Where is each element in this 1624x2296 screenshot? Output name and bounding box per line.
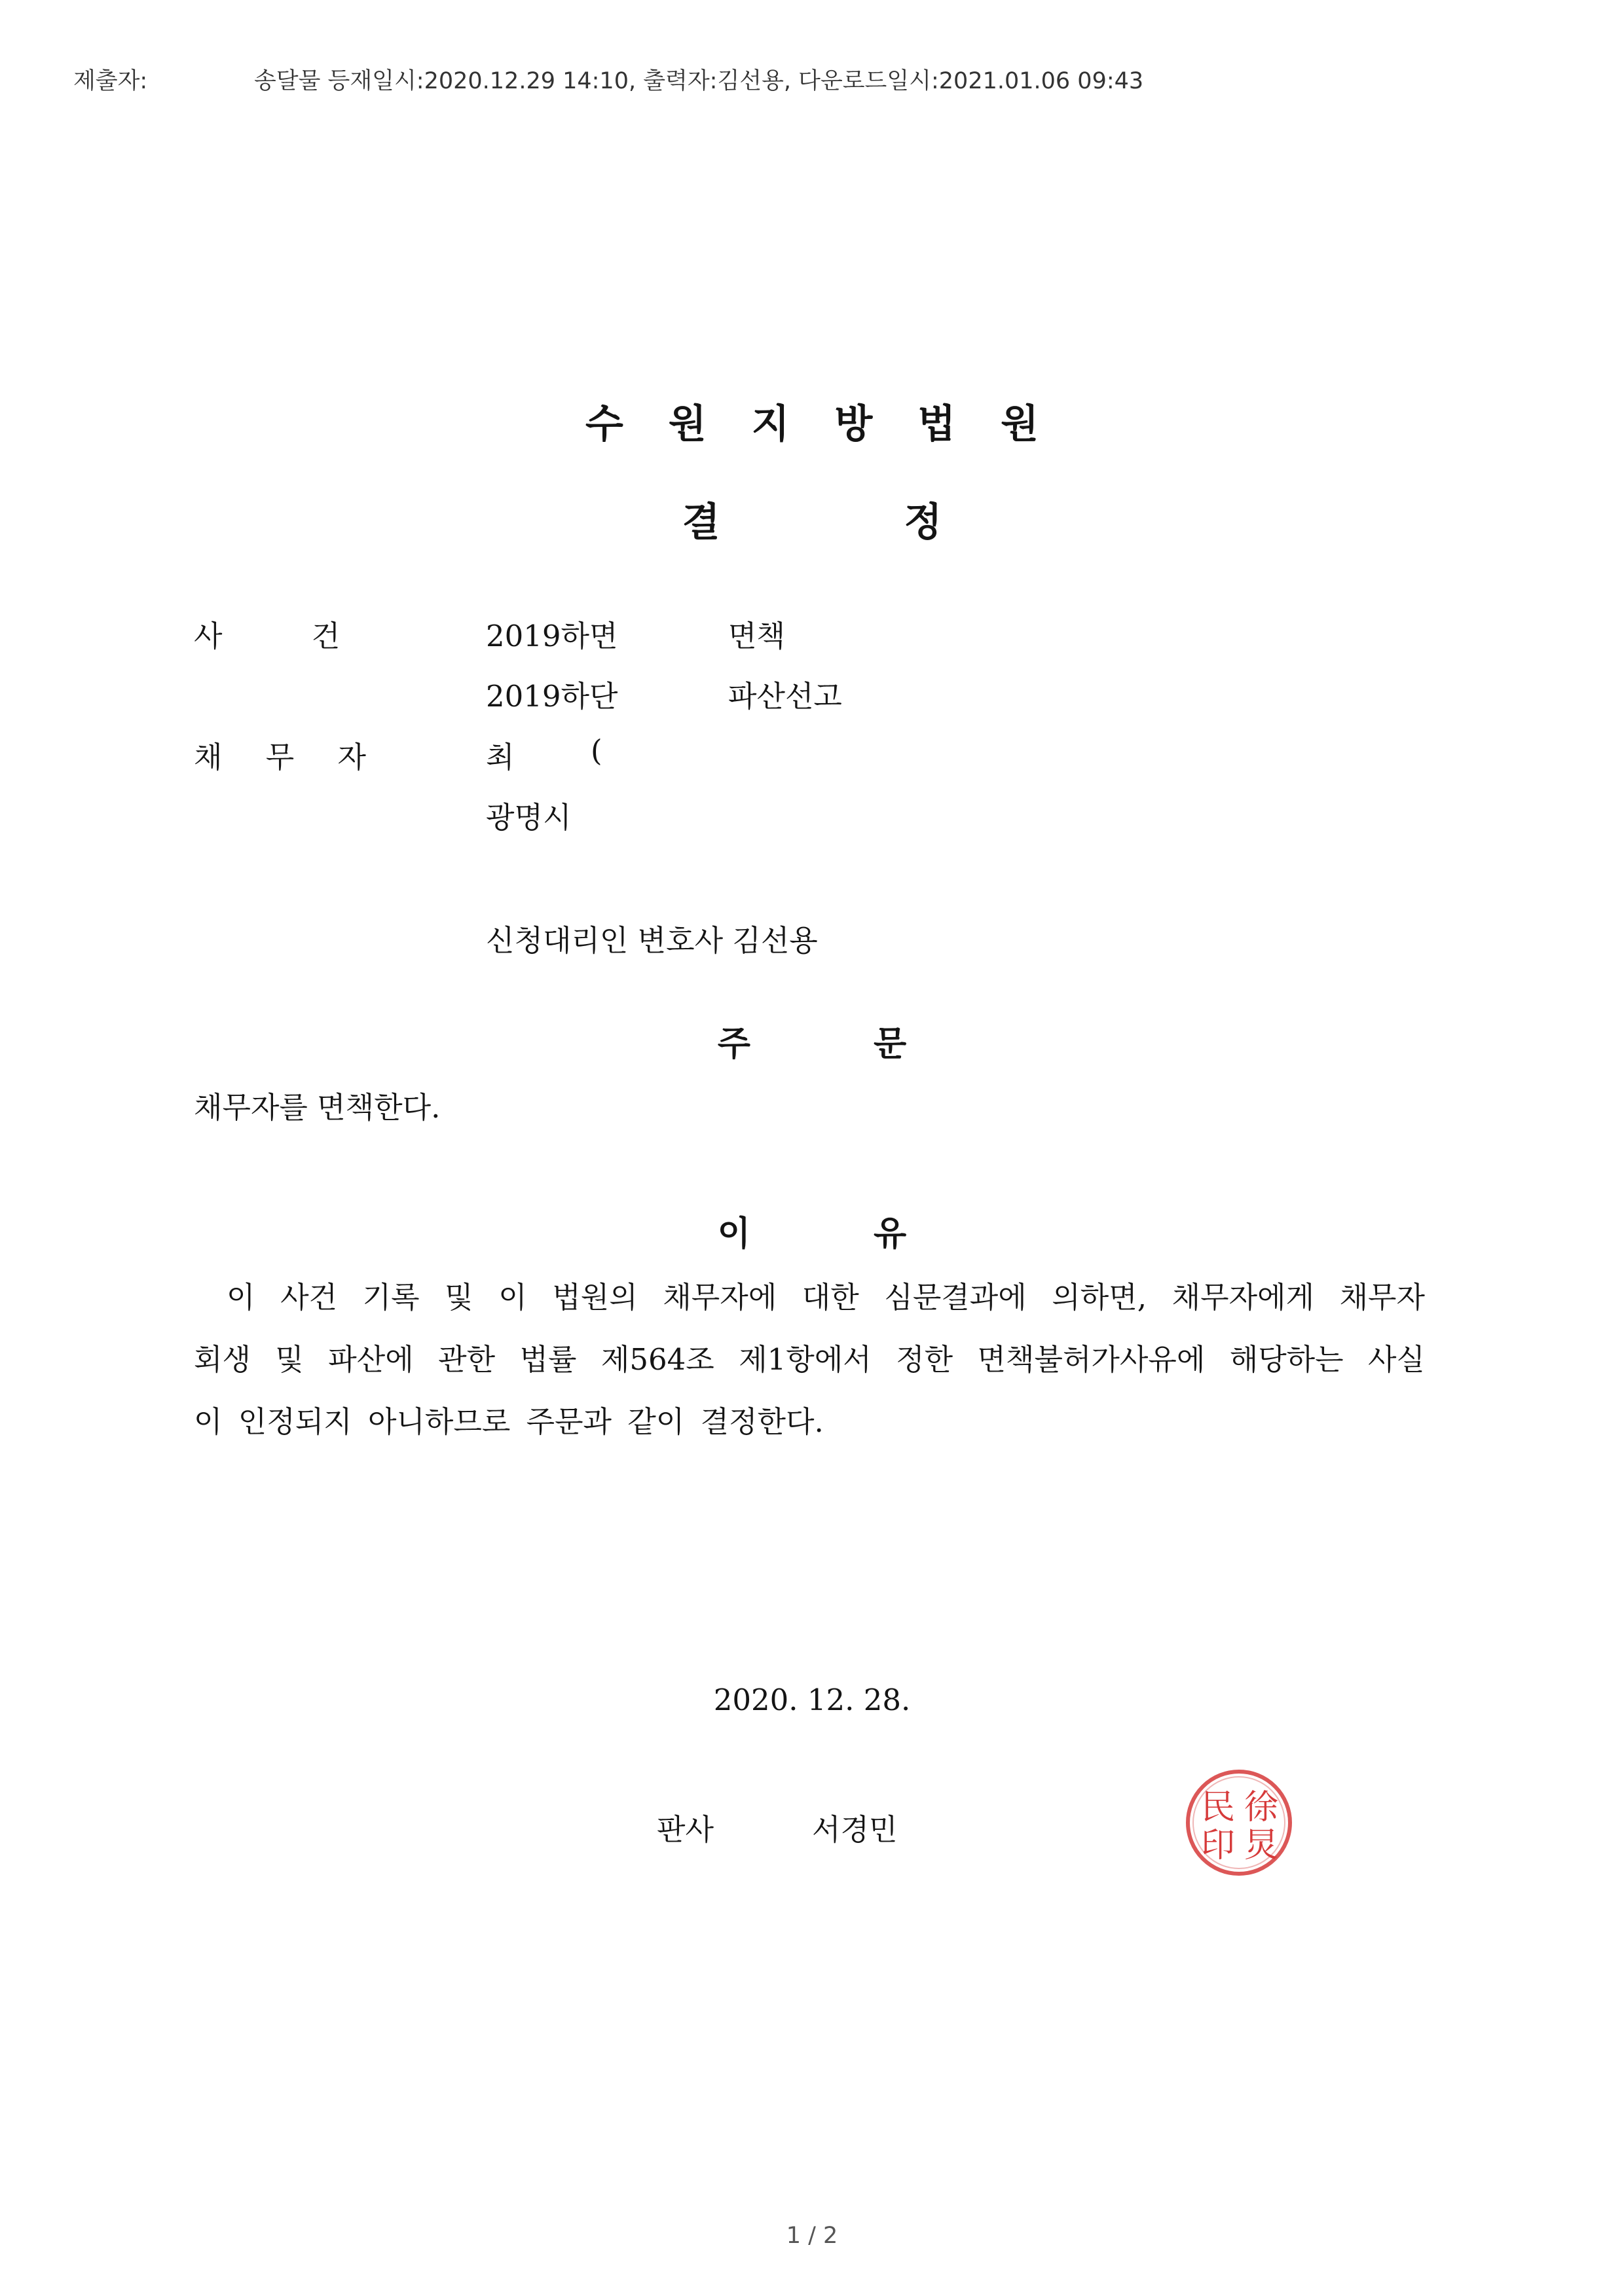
case-name: 면책 [728, 619, 785, 653]
case-number: 2019하단 [486, 679, 618, 714]
page-number: 1 / 2 [786, 2223, 838, 2249]
reason-line: 회생 및 파산에 관한 법률 제564조 제1항에서 정한 면책불허가사유에 해당하는 사실 [194, 1342, 1425, 1377]
judge-name: 서경민 [812, 1812, 898, 1847]
case-name: 파산선고 [728, 679, 842, 714]
document-title: 결 정 [682, 500, 942, 545]
submitter-label: 제출자: [73, 68, 148, 94]
reason-line: 이 인정되지 아니하므로 주문과 같이 결정한다. [194, 1404, 824, 1439]
decision-date: 2020. 12. 28. [713, 1683, 911, 1717]
reason-line: 이 사건 기록 및 이 법원의 채무자에 대한 심문결과에 의하면, 채무자에게 채무자 [227, 1280, 1425, 1315]
case-number: 2019하면 [486, 619, 618, 653]
court-name: 수 원 지 방 법 원 [585, 401, 1039, 447]
print-info: 송달물 등재일시:2020.12.29 14:10, 출력자:김선용, 다운로드일시:2021.01.06 09:43 [254, 68, 1144, 94]
case-label: 사 건 [194, 619, 341, 653]
applicant-agent: 신청대리인 변호사 김선용 [486, 923, 818, 958]
order-heading: 주 문 [717, 1025, 907, 1064]
reason-heading: 이 유 [717, 1214, 907, 1254]
judge-seal-stamp [1184, 1768, 1294, 1878]
seal-char: 徐 [1244, 1788, 1279, 1827]
debtor-id-paren: ( [591, 733, 602, 768]
seal-char: 印 [1200, 1826, 1236, 1865]
seal-char: 民 [1200, 1788, 1236, 1827]
order-text: 채무자를 면책한다. [194, 1090, 441, 1125]
debtor-label: 채 무 자 [194, 740, 367, 774]
judge-title: 판사 [657, 1812, 714, 1847]
debtor-address: 광명시 [486, 800, 572, 835]
debtor-name: 최 [486, 740, 515, 774]
seal-char: 炅 [1244, 1826, 1279, 1865]
